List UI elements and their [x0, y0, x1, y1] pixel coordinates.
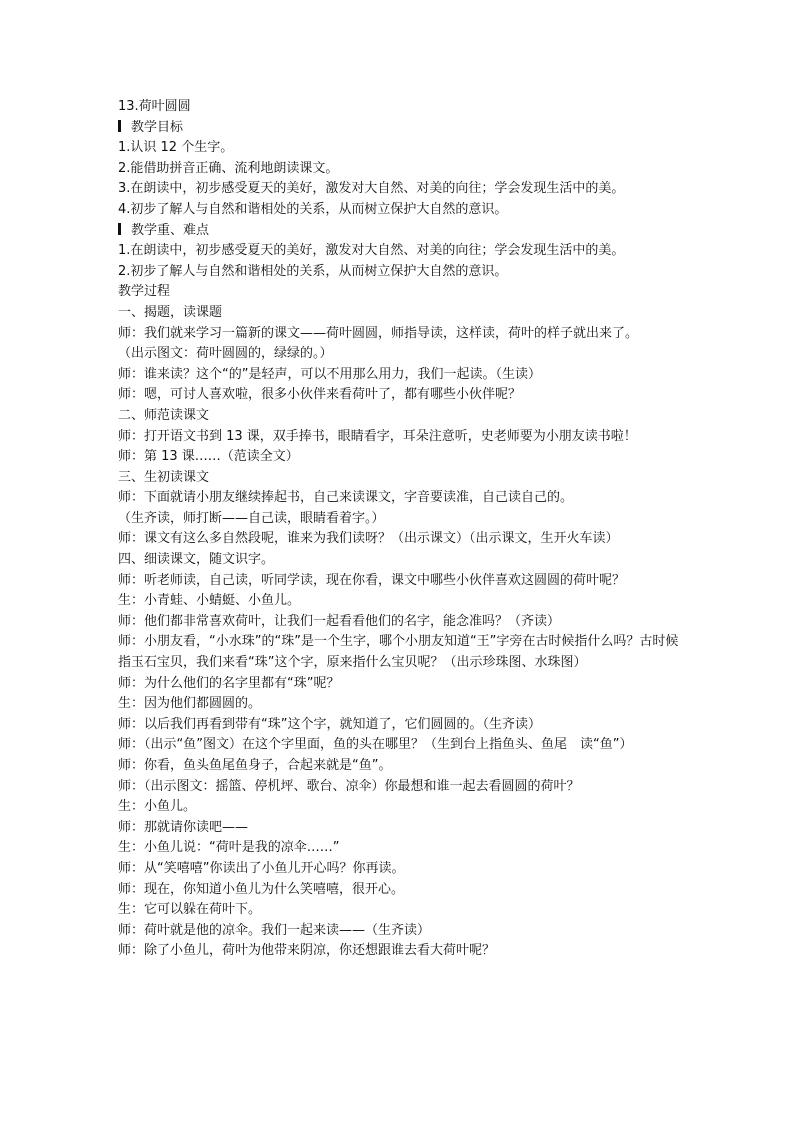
process-line: 生：小鱼儿说：“荷叶是我的凉伞……” [118, 840, 340, 856]
process-line: 一、揭题，读课题 [118, 304, 223, 320]
section-heading-goals [118, 118, 684, 139]
process-line: 师：除了小鱼儿，荷叶为他带来阴凉，你还想跟谁去看大荷叶呢？ [118, 943, 496, 959]
document-title: 13.荷叶圆圆 [118, 99, 191, 114]
process-line: 师：（出示图文：摇篮、停机坪、歌台、凉伞）你最想和谁一起去看圆圆的荷叶？ [118, 778, 580, 794]
process-line: 师：谁来读？这个“的”是轻声，可以不用那么用力，我们一起读。（生读） [118, 366, 541, 382]
process-line: 生：它可以躲在荷叶下。 [118, 902, 262, 918]
section-heading-goals-text: 教学目标 [131, 119, 184, 135]
process-line: 师：现在，你知道小鱼儿为什么笑嘻嘻，很开心。 [118, 881, 405, 897]
document-page [118, 97, 684, 962]
key-point-item: 2.初步了解人与自然和谐相处的关系，从而树立保护大自然的意识。 [118, 263, 508, 279]
process-line: 师：课文有这么多自然段呢，谁来为我们读呀？（出示课文）（出示课文，生开火车读） [118, 531, 619, 547]
process-title: 教学过程 [118, 284, 171, 300]
process-line: 师：听老师读，自己读，听同学读，现在你看，课文中哪些小伙伴喜欢这圆圆的荷叶呢？ [118, 572, 626, 588]
process-line: 生：小青蛙、小蜻蜓、小鱼儿。 [118, 593, 301, 609]
section-heading-key-points-text: 教学重、难点 [131, 222, 210, 238]
process-line: 三、生初读课文 [118, 469, 210, 485]
process-line: 师：下面就请小朋友继续捧起书，自己来读课文，字音要读准，自己读自己的。 [118, 490, 574, 506]
process-line: 师：打开语文书到 13 课，双手捧书，眼睛看字，耳朵注意听，史老师要为小朋友读书啦！ [118, 428, 637, 444]
process-line: 师：从“笑嘻嘻”你读出了小鱼儿开心吗？你再读。 [118, 860, 405, 876]
process-line: （生齐读，师打断——自己读，眼睛看着字。） [118, 510, 385, 526]
process-line: 师：小朋友看，“小水珠”的“珠”是一个生字，哪个小朋友知道“王”字旁在古时候指什么吗？古时候指玉石宝贝，我们来看“珠”这个字，原来指什么宝贝呢？（出示珍珠图、水珠图） [118, 634, 679, 671]
process-line: 师：（出示“鱼”图文）在这个字里面，鱼的头在哪里？（生到台上指鱼头、鱼尾 读“鱼”） [118, 737, 633, 753]
process-line: 师：嗯，可讨人喜欢啦，很多小伙伴来看荷叶了，都有哪些小伙伴呢？ [118, 387, 522, 403]
key-point-item: 1.在朗读中，初步感受夏天的美好，激发对大自然、对美的向往；学会发现生活中的美。 [118, 243, 625, 259]
goal-item: 2.能借助拼音正确、流利地朗读课文。 [118, 160, 339, 176]
goal-item: 1.认识 12 个生字。 [118, 140, 234, 156]
process-line: 师：荷叶就是他的凉伞。我们一起来读——（生齐读） [118, 922, 431, 938]
process-line: 四、细读课文，随文识字。 [118, 552, 275, 568]
process-line: 师：那就请你读吧—— [118, 819, 249, 835]
goal-item: 4.初步了解人与自然和谐相处的关系，从而树立保护大自然的意识。 [118, 201, 508, 217]
heading-marker-icon [118, 120, 121, 132]
process-line: 生：因为他们都圆圆的。 [118, 696, 262, 712]
process-line: 生：小鱼儿。 [118, 799, 197, 815]
section-heading-key-points [118, 221, 684, 242]
process-line: 师：第 13 课……（范读全文） [118, 449, 299, 465]
process-line: 师：我们就来学习一篇新的课文——荷叶圆圆，师指导读，这样读，荷叶的样子就出来了。 [118, 325, 639, 341]
process-line: 师：他们都非常喜欢荷叶，让我们一起看看他们的名字，能念准吗？（齐读） [118, 613, 561, 629]
heading-marker-icon [118, 223, 121, 235]
process-line: （出示图文：荷叶圆圆的，绿绿的。） [118, 346, 333, 362]
goal-item: 3.在朗读中，初步感受夏天的美好，激发对大自然、对美的向往；学会发现生活中的美。 [118, 181, 625, 197]
process-line: 师：你看，鱼头鱼尾鱼身子，合起来就是“鱼”。 [118, 758, 392, 773]
process-line: 师：以后我们再看到带有“珠”这个字，就知道了，它们圆圆的。（生齐读） [118, 716, 541, 732]
process-line: 二、师范读课文 [118, 407, 210, 423]
process-line: 师：为什么他们的名字里都有“珠”呢？ [118, 675, 340, 691]
